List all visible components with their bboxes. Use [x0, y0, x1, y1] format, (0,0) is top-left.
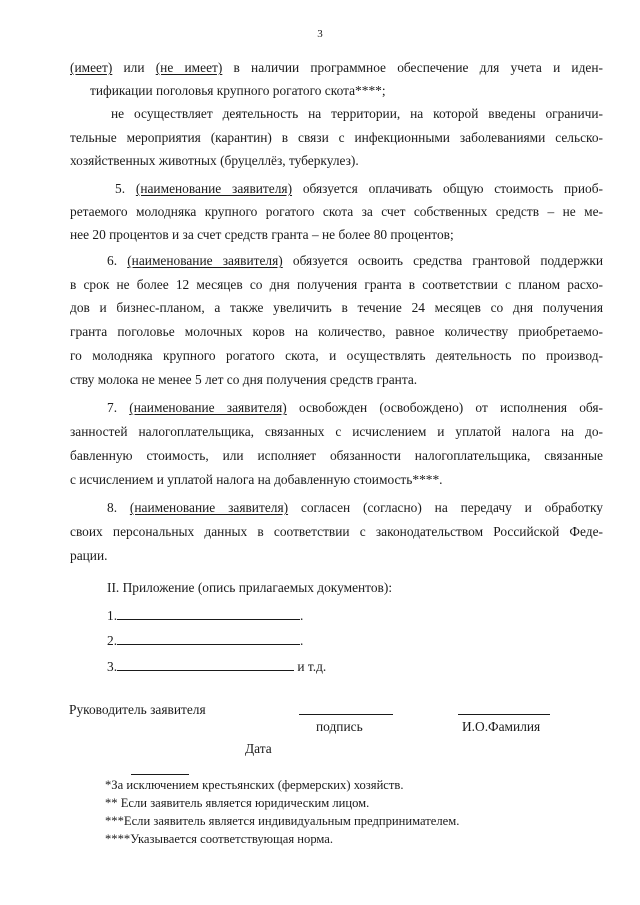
paragraph-5-line-3: нее 20 процентов и за счет средств гранта – не более 80 процентов;: [70, 227, 454, 242]
footnote-3: ***Если заявитель является индивидуальным предпринимателем.: [105, 814, 460, 828]
paragraph-7-line-1: 7. (наименование заявителя) освобожден (освобождено) от исполнения обя-: [107, 400, 604, 415]
paragraph-8-line-2: своих персональных данных в соответствии с законодательством Российской Феде-: [70, 524, 603, 539]
paragraph-7-line-2: занностей налогоплательщика, связанных с исчислением и уплатой налога на до-: [70, 424, 603, 439]
footnote-separator: [131, 774, 189, 775]
blank-field: [117, 658, 294, 671]
applicant-name-placeholder: (наименование заявителя): [135, 181, 293, 196]
page-number: 3: [317, 28, 323, 40]
paragraph-7-line-3: бавленную стоимость, или исполняет обязанности налогоплательщика, связанные: [70, 448, 603, 463]
paragraph-8-line-3: рации.: [70, 548, 108, 563]
footnote-2: ** Если заявитель является юридическим лицом.: [105, 796, 370, 810]
paragraph-8-line-1: 8. (наименование заявителя) согласен (согласно) на передачу и обработку: [107, 500, 603, 515]
paragraph-6-line-4: гранта поголовье молочных коров на количество, равное количеству приобретаемо-: [70, 324, 603, 339]
paragraph-software-line-2: тификации поголовья крупного рогатого скота****;: [90, 83, 386, 98]
full-name-label: И.О.Фамилия: [462, 719, 541, 734]
date-label: Дата: [245, 741, 272, 756]
signature-label: подпись: [316, 719, 363, 734]
appendix-item-3: 3. и т.д.: [107, 659, 327, 674]
applicant-name-placeholder: (наименование заявителя): [129, 500, 289, 515]
paragraph-5-line-2: ретаемого молодняка крупного рогатого скота за счет собственных средств – не ме-: [70, 204, 603, 219]
blank-field: [117, 632, 300, 645]
paragraph-6-line-5: го молодняка крупного рогатого скота, и осуществлять деятельность по производ-: [70, 348, 603, 363]
paragraph-quarantine-line-1: не осуществляет деятельность на территории, на которой введены ограничи-: [111, 106, 603, 121]
paragraph-quarantine-line-3: хозяйственных животных (бруцеллёз, туберкулез).: [70, 153, 359, 168]
signature-line: [299, 714, 393, 715]
paragraph-6-line-1: 6. (наименование заявителя) обязуется освоить средства грантовой поддержки: [107, 253, 603, 268]
paragraph-6-line-2: в срок не более 12 месяцев со дня получения гранта в соответствии с планом расхо-: [70, 277, 603, 292]
footnote-4: ****Указывается соответствующая норма.: [105, 832, 334, 846]
paragraph-5-line-1: 5. (наименование заявителя) обязуется оплачивать общую стоимость приоб-: [115, 181, 603, 196]
appendix-item-1: 1. .: [107, 608, 304, 623]
paragraph-6-line-6: ству молока не менее 5 лет со дня получения средств гранта.: [70, 372, 418, 387]
applicant-name-placeholder: (наименование заявителя): [127, 253, 283, 268]
paragraph-quarantine-line-2: тельные мероприятия (карантин) в связи с инфекционными заболеваниями сельско-: [70, 130, 603, 145]
blank-field: [117, 607, 300, 620]
signature-head-label: Руководитель заявителя: [69, 702, 206, 717]
applicant-name-placeholder: (наименование заявителя): [129, 400, 287, 415]
footnote-1: *За исключением крестьянских (фермерских) хозяйств.: [105, 778, 404, 792]
appendix-item-2: 2. .: [107, 633, 304, 648]
option-has: (имеет): [70, 60, 113, 75]
paragraph-7-line-4: с исчислением и уплатой налога на добавленную стоимость****.: [70, 472, 443, 487]
name-line: [458, 714, 550, 715]
option-has-not: (не имеет): [155, 60, 223, 75]
appendix-title: II. Приложение (опись прилагаемых документов):: [107, 580, 393, 595]
paragraph-software-line-1: (имеет) или (не имеет) в наличии программное обеспечение для учета и иден-: [70, 60, 603, 75]
paragraph-6-line-3: дов и бизнес-планом, а также увеличить в течение 24 месяцев со дня получения: [70, 300, 603, 315]
